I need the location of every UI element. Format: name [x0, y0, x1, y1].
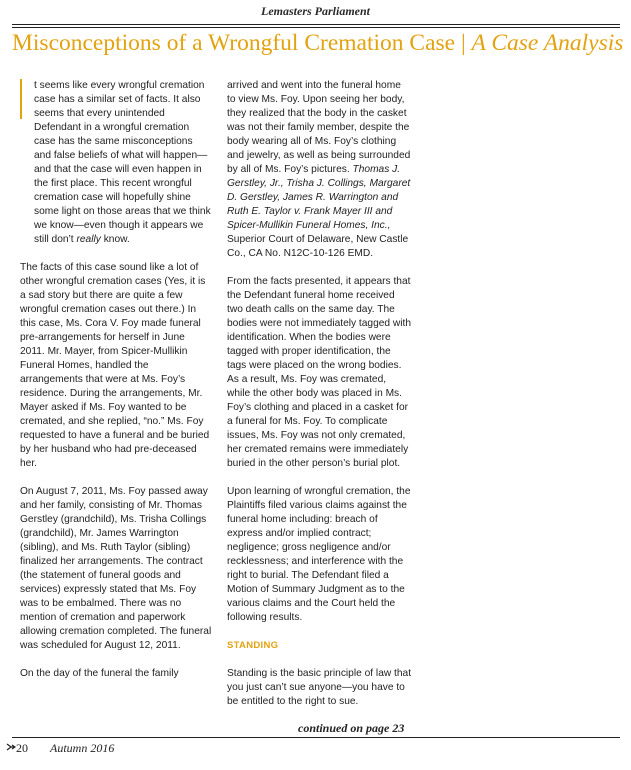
left-column — [20, 79, 212, 695]
viewing-text: arrived and went into the funeral home to view Ms. Foy. Upon seeing her body, they realized that the body in the casket was not their family member, despite the body wearing all of Ms. Foy’s clothing and jewelry, as well as being surrounded by all of Ms. Foy’s pictures. — [227, 80, 411, 175]
right-column — [227, 79, 412, 709]
funeral-day-paragraph: On the day of the funeral the family — [20, 668, 179, 679]
standing-paragraph: Standing is the basic principle of law that you just can’t sue anyone—you have to be entitled to the right to sue. — [227, 668, 412, 707]
section-heading-standing: STANDING — [227, 640, 279, 651]
footer-rule — [12, 737, 620, 738]
continued-link[interactable]: continued on page 23 — [298, 721, 405, 735]
page-number: 20 — [16, 741, 28, 755]
title-separator: | — [455, 30, 472, 56]
page-footer — [6, 741, 114, 756]
intro-paragraph — [20, 79, 212, 247]
dropcap-bar — [20, 79, 22, 119]
running-header: Lemasters Parliament — [261, 4, 370, 18]
viewing-paragraph — [227, 79, 412, 261]
facts-presented-paragraph: From the facts presented, it appears that the Defendant funeral home received two death calls on the same day. The bodies were not immediately tagged with identification. When the bodies were tagged with proper identification, the tags were placed on the wrong bodies. As a result, Ms. Foy was cremated, while the other body was placed in Ms. Foy’s clothing and placed in a casket for a funeral for Ms. Foy. To complicate issues, Ms. Foy was not only cremated, her cremated remains were immediately buried in the other person’s burial plot. — [227, 276, 412, 469]
article-title — [12, 30, 624, 57]
family-paragraph: On August 7, 2011, Ms. Foy passed away and her family, consisting of Mr. Thomas Gerstley (grandchild), Ms. Trisha Collings (grandchild), Mr. James Warrington (sibling), and Ms. Ruth Taylor (sibling) finalized her arrangements. The contract (the statement of funeral goods and services) expressly stated that Ms. Foy was to be embalmed. There was no mention of cremation and paperwork allowing cremation completed. The funeral was scheduled for August 12, 2011. — [20, 486, 212, 651]
claims-paragraph: Upon learning of wrongful cremation, the Plaintiffs filed various claims against the funeral home including: breach of express and/or implied contract; negligence; gross negligence and/or recklessness; and interference with the right to burial. The Defendant filed a Motion of Summary Judgment as to the various claims and the Court held the following results. — [227, 486, 411, 623]
title-main: Misconceptions of a Wrongful Cremation Case — [12, 30, 456, 56]
intro-text-end: know. — [103, 234, 130, 245]
facts-paragraph: The facts of this case sound like a lot of other wrongful cremation cases (Yes, it is a sad story but there are quite a few wrongful cremation cases out there.) In this case, Ms. Cora V. Foy made funeral pre-arrangements for herself in June 2011. Mr. Mayer, from Spicer-Mullikin Funeral Homes, handled the arrangements that were at Ms. Foy’s residence. During the arrangements, Mr. Mayer asked if Ms. Foy wanted to be cremated, and she replied, “no.” Ms. Foy requested to have a funeral and be buried by her husband who had pre-deceased her. — [20, 262, 210, 469]
intro-text: t seems like every wrongful cremation case has a similar set of facts. It also seems that every unintended Defendant in a wrongful cremation case has the same misconceptions and false beliefs of what will happen—and that the case will even happen in the first place. This recent wrongful cremation case will hopefully shine some light on those areas that we think we know—even though it appears we still don’t — [34, 80, 211, 245]
case-name: Thomas J. Gerstley, Jr., Trisha J. Collings, Margaret D. Gerstley, James R. Warrington and Ruth E. Taylor v. Frank Mayer III and Spicer-Mullikin Funeral Homes, Inc., — [227, 164, 411, 231]
issue-label: Autumn 2016 — [50, 741, 115, 755]
page-arrow-icon — [6, 741, 16, 756]
case-citation: Superior Court of Delaware, New Castle Co., CA No. N12C-10-126 EMD. — [227, 234, 409, 259]
intro-emphasis: really — [76, 234, 101, 245]
title-subtitle: A Case Analysis — [471, 30, 624, 56]
header-rule — [12, 24, 620, 25]
header-rule — [12, 27, 620, 28]
